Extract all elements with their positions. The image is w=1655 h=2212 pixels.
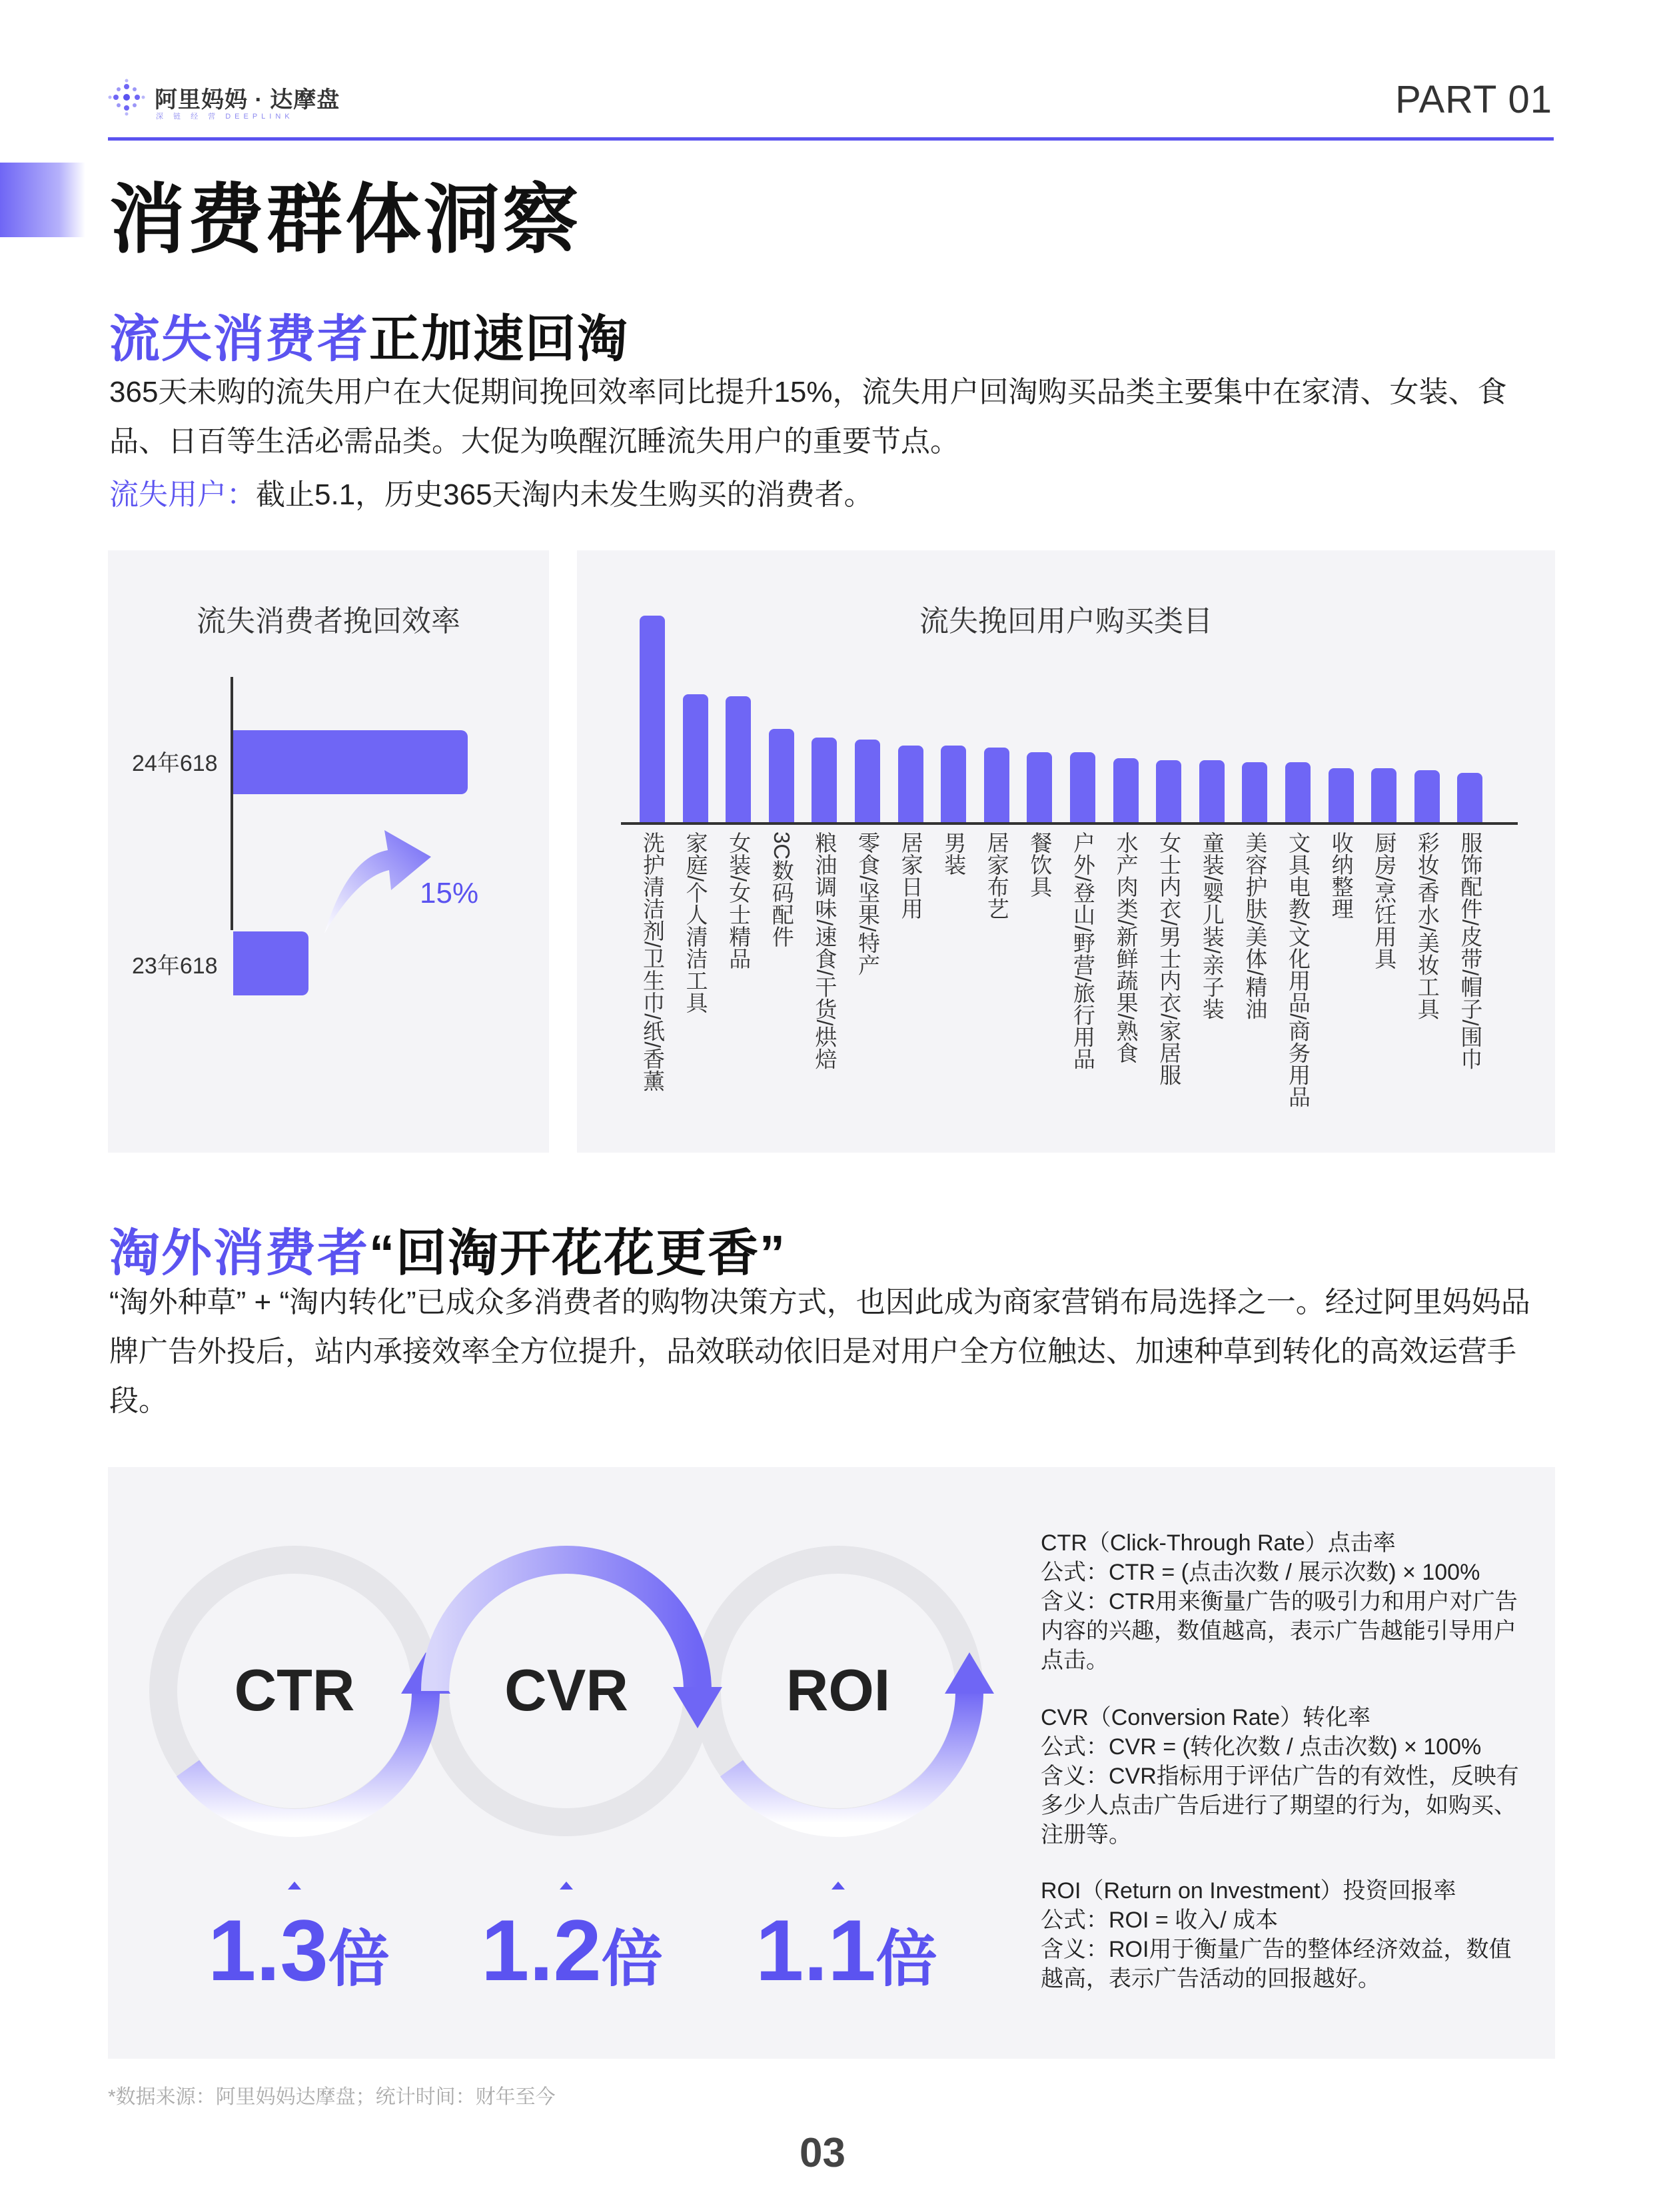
chart2-category-label: 3C数码配件 (769, 831, 794, 948)
chart1-label-24: 24年618 (132, 751, 218, 776)
chart2-category-label: 服饰配件/皮带/帽子/围巾 (1458, 831, 1483, 1070)
definition-roi-title: ROI（Return on Investment）投资回报率 (1041, 1878, 1456, 1904)
category-panel (577, 550, 1555, 1153)
section1-heading-highlight: 流失消费者 (109, 311, 369, 368)
chart1-label-23: 23年618 (132, 953, 218, 979)
caret-up-icon (831, 1882, 845, 1890)
definition-ctr-formula: 公式：CTR = (点击次数 / 展示次数) × 100% (1041, 1560, 1480, 1585)
chart2-bar (1199, 760, 1225, 822)
chart2-bar (1242, 762, 1267, 822)
chart2-category-label: 居家布艺 (984, 831, 1009, 919)
chart2-bar (640, 616, 665, 822)
chart1-axis (231, 677, 233, 930)
section1-heading-rest: 正加速回淘 (369, 311, 629, 368)
chart2-bar (683, 694, 708, 822)
chart2-axis (621, 822, 1518, 825)
chart2-category-label: 餐饮具 (1027, 831, 1053, 897)
part-label: PART 01 (1395, 78, 1552, 121)
metric-cvr-label: CVR (504, 1657, 628, 1723)
section1-heading (109, 298, 629, 371)
definition-ctr-meaning: 含义：CTR用来衡量广告的吸引力和用户对广告内容的兴趣，数值越高，表示广告越能引导用户点击。 (1041, 1589, 1518, 1673)
section2-heading (109, 1213, 786, 1285)
chart2-bar (941, 746, 966, 822)
brand-logo (108, 77, 340, 121)
metric-roi-multiplier (756, 1900, 937, 2000)
data-source-note: *数据来源：阿里妈妈达摩盘；统计时间：财年至今 (108, 2086, 556, 2108)
chart2-category-label: 户外/登山/野营/旅行用品 (1071, 831, 1095, 1070)
brand-name: 阿里妈妈 · 达摩盘 (155, 87, 340, 113)
chart2-plot (577, 550, 1555, 1153)
section1-note (109, 470, 873, 513)
chart2-bar (898, 746, 923, 822)
chart2-bar (1329, 768, 1354, 822)
definition-cvr-meaning: 含义：CVR指标用于评估广告的有效性，反映有多少人点击广告后进行了期望的行为，如购买、注册等。 (1041, 1764, 1519, 1848)
chart2-bar (984, 748, 1009, 822)
chart2-category-label: 文具电教/文化用品/商务用品 (1286, 831, 1311, 1108)
caret-up-icon (288, 1882, 301, 1890)
brand-subtitle: 深 链 经 营 DEEPLINK (156, 113, 294, 121)
chart2-category-label: 零食/坚果/特产 (855, 831, 880, 976)
chart2-category-label: 女士内衣/男士内衣/家居服 (1157, 831, 1182, 1086)
definition-roi-meaning: 含义：ROI用于衡量广告的整体经济效益，数值越高，表示广告活动的回报越好。 (1041, 1937, 1512, 1991)
chart2-category-label: 居家日用 (898, 831, 923, 919)
metric-ctr-label: CTR (234, 1657, 355, 1723)
growth-arrow-icon (321, 817, 434, 937)
metric-roi-value: 1.1 (756, 1902, 876, 1999)
metric-ctr-unit: 倍 (328, 1926, 390, 1993)
chart2-bar (769, 729, 794, 822)
chart2-bar (1285, 762, 1311, 822)
chart2-category-label: 彩妆/香水/美妆工具 (1414, 831, 1440, 1020)
accent-block (0, 163, 85, 237)
chart2-bar (812, 738, 837, 822)
chart1-title: 流失消费者挽回效率 (197, 605, 460, 638)
caret-up-icon (560, 1882, 573, 1890)
chart2-category-label: 美容护肤/美体/精油 (1243, 831, 1268, 1020)
chart2-category-label: 洗护清洁剂/卫生巾/纸/香薰 (640, 831, 665, 1092)
definition-roi (1041, 1876, 1527, 1993)
chart2-bar (1371, 768, 1396, 822)
chart2-category-label: 厨房/烹饪用具 (1372, 831, 1397, 970)
growth-percentage: 15% (420, 877, 479, 909)
chart2-category-label: 童装/婴儿装/亲子装 (1199, 831, 1225, 1020)
chart2-category-label: 男装 (941, 831, 967, 875)
note-definition: 截止5.1，历史365天淘内未发生购买的消费者。 (256, 478, 873, 511)
definition-cvr-title: CVR（Conversion Rate）转化率 (1041, 1705, 1371, 1730)
metric-cvr-value: 1.2 (481, 1902, 602, 1999)
definition-roi-formula: 公式：ROI = 收入/ 成本 (1041, 1908, 1279, 1933)
definition-ctr (1041, 1528, 1527, 1675)
definition-cvr (1041, 1703, 1527, 1850)
chart2-bar (1414, 770, 1440, 822)
metric-cvr-multiplier (481, 1900, 663, 2000)
definition-cvr-formula: 公式：CVR = (转化次数 / 点击次数) × 100% (1041, 1734, 1482, 1760)
page-number: 03 (800, 2130, 845, 2176)
metric-roi-label: ROI (786, 1657, 891, 1723)
chart2-category-label: 收纳整理 (1329, 831, 1354, 919)
chart2-category-label: 粮油调味/速食/干货/烘焙 (812, 831, 837, 1070)
chart2-bar (855, 740, 880, 822)
section2-heading-rest: “回淘开花花更香” (369, 1225, 786, 1282)
chart2-bar (1027, 752, 1052, 822)
chart1-bar-24 (233, 730, 468, 794)
page-title: 消费群体洞察 (109, 178, 582, 263)
metric-cvr-unit: 倍 (601, 1926, 663, 1993)
chart2-title: 流失挽回用户购买类目 (919, 605, 1213, 638)
recovery-efficiency-panel (108, 550, 549, 1153)
metric-roi-unit: 倍 (875, 1926, 937, 1993)
chart2-bar (726, 696, 751, 822)
note-term: 流失用户： (109, 478, 256, 511)
definition-ctr-title: CTR（Click-Through Rate）点击率 (1041, 1530, 1396, 1556)
section2-heading-highlight: 淘外消费者 (109, 1225, 369, 1282)
metrics-panel (108, 1467, 1555, 2059)
section1-paragraph: 365天未购的流失用户在大促期间挽回效率同比提升15%，流失用户回淘购买品类主要集中在家清、女装、食品、日百等生活必需品类。大促为唤醒沉睡流失用户的重要节点。 (109, 376, 1507, 458)
chart2-category-label: 女装/女士精品 (726, 831, 752, 970)
metric-ctr-multiplier (208, 1900, 390, 2000)
chart2-bar (1070, 752, 1095, 822)
header-divider (108, 137, 1554, 141)
chart2-bar (1457, 773, 1482, 822)
chart1-bar-23 (233, 931, 308, 995)
metric-ctr-value: 1.3 (208, 1902, 328, 1999)
chart2-bar (1113, 758, 1139, 822)
brand-mark-icon (108, 79, 145, 116)
chart2-bar (1156, 760, 1181, 822)
chart2-category-label: 水产肉类/新鲜蔬果/熟食 (1113, 831, 1139, 1064)
section2-paragraph: “淘外种草” + “淘内转化”已成众多消费者的购物决策方式，也因此成为商家营销布局选择之一。经过阿里妈妈品牌广告外投后，站内承接效率全方位提升，品效联动依旧是对用户全方位触达、加速种草到转化的高效运营手段。 (109, 1286, 1530, 1417)
chart2-category-label: 家庭/个人清洁工具 (683, 831, 708, 1014)
